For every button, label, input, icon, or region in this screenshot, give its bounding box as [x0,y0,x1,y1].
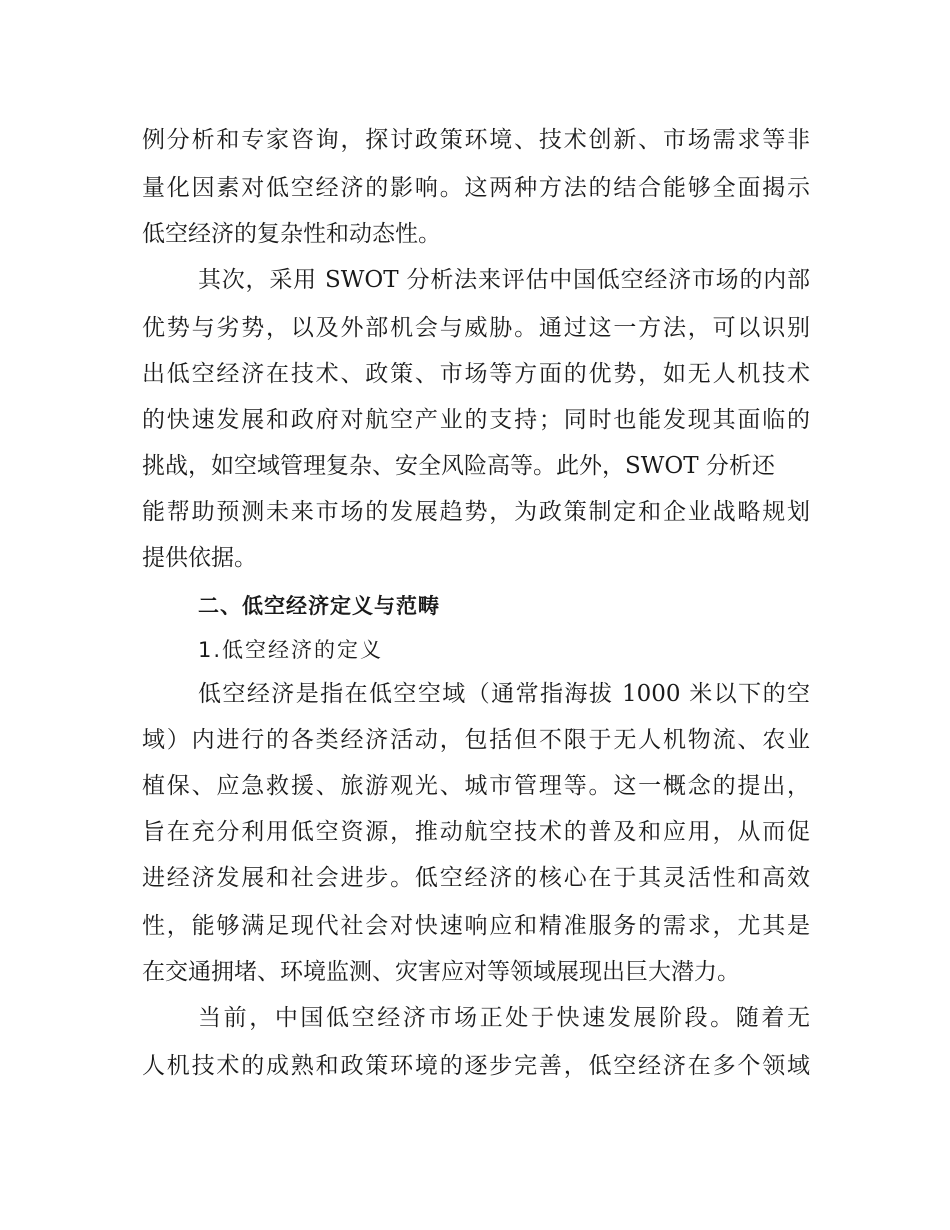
paragraph-2-line-4: 的快速发展和政府对航空产业的支持；同时也能发现其面临的 [142,407,810,433]
paragraph-3-line-6: 性，能够满足现代社会对快速响应和精准服务的需求，尤其是 [142,913,810,939]
paragraph-3-line-3: 植保、应急救援、旅游观光、城市管理等。这一概念的提出， [142,773,810,799]
paragraph-3-line-2: 域）内进行的各类经济活动，包括但不限于无人机物流、农业 [142,727,810,753]
paragraph-2-line-5: 挑战，如空域管理复杂、安全风险高等。此外，SWOT 分析还 [142,453,775,479]
paragraph-2-line-1: 其次，采用 SWOT 分析法来评估中国低空经济市场的内部 [198,267,810,293]
paragraph-2-line-3: 出低空经济在技术、政策、市场等方面的优势，如无人机技术 [142,361,810,387]
paragraph-2-line-7: 提供依据。 [142,545,257,571]
paragraph-1-line-1: 例分析和专家咨询，探讨政策环境、技术创新、市场需求等非 [142,127,810,153]
paragraph-2-line-6: 能帮助预测未来市场的发展趋势，为政策制定和企业战略规划 [142,499,810,525]
subsection-heading: 1.低空经济的定义 [198,638,384,662]
section-heading: 二、低空经济定义与范畴 [198,594,440,618]
paragraph-3-line-7: 在交通拥堵、环境监测、灾害应对等领域展现出巨大潜力。 [142,959,740,985]
paragraph-3-line-1: 低空经济是指在低空空域（通常指海拔 1000 米以下的空 [198,681,810,707]
paragraph-3-line-5: 进经济发展和社会进步。低空经济的核心在于其灵活性和高效 [142,865,810,891]
paragraph-4-line-2: 人机技术的成熟和政策环境的逐步完善，低空经济在多个领域 [142,1053,810,1079]
paragraph-4-line-1: 当前，中国低空经济市场正处于快速发展阶段。随着无 [198,1005,810,1031]
paragraph-1-line-3: 低空经济的复杂性和动态性。 [142,221,441,247]
paragraph-3-line-4: 旨在充分利用低空资源，推动航空技术的普及和应用，从而促 [142,819,810,845]
paragraph-1-line-2: 量化因素对低空经济的影响。这两种方法的结合能够全面揭示 [142,175,810,201]
paragraph-2-line-2: 优势与劣势，以及外部机会与威胁。通过这一方法，可以识别 [142,315,810,341]
